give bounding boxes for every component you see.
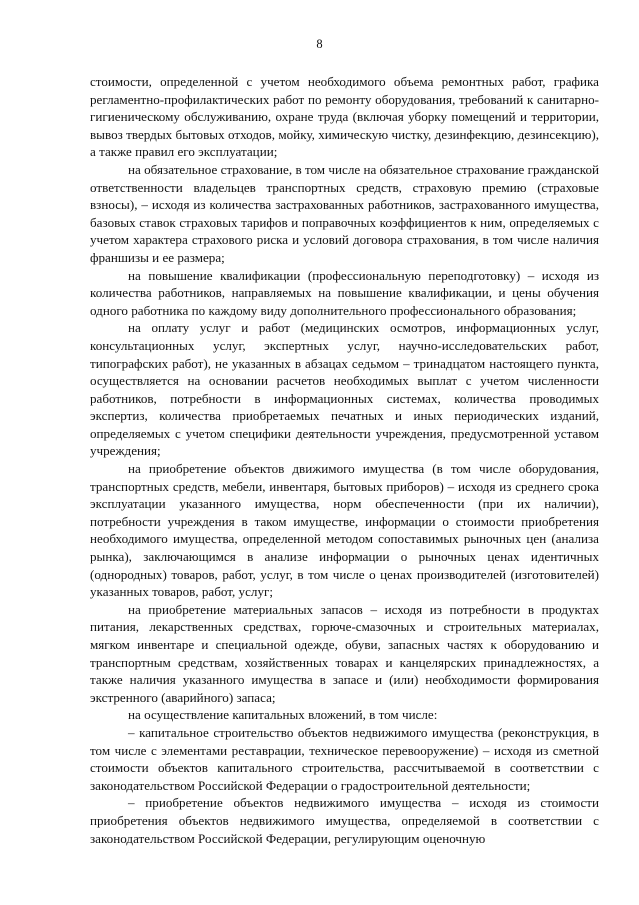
paragraph-capital-construction: – капитальное строительство объектов недвижимого имущества (реконструкция, в том числе с элементами реставрации, техническое перевооружение) – исходя из сметной стоимости объектов капитального строительства, рассчитываемой в соответствии с законодательством Российской Федерации о градостроительной деятельности; (90, 724, 599, 793)
paragraph-material-stocks: на приобретение материальных запасов – исходя из потребности в продуктах питания, лекарственных средствах, горюче-смазочных и строительных материалах, мягком инвентаре и специальной одежде, обуви, запасных частях к оборудованию и транспортным средствам, хозяйственных товарах и канцелярских принадлежностях, а также наличия указанного имущества в запасе и (или) необходимости формирования экстренного (аварийного) запаса; (90, 601, 599, 705)
paragraph-movable-property: на приобретение объектов движимого имущества (в том числе оборудования, транспортных средств, мебели, инвентаря, бытовых приборов) – исходя из среднего срока эксплуатации указанного имущества, норм обеспеченности (при их наличии), потребности учреждения в таком имуществе, информации о стоимости приобретения необходимого имущества, определенной методом сопоставимых рыночных цен (анализа рынка), заключающимся в анализе информации о рыночных ценах идентичных (однородных) товаров, работ, услуг, в том числе о ценах производителей (изготовителей) указанных товаров, работ, услуг; (90, 461, 599, 600)
paragraph-qualification: на повышение квалификации (профессиональную переподготовку) – исходя из количества работников, направляемых на повышение квалификации, и цены обучения одного работника по каждому виду дополнительного профессионального образования; (90, 267, 599, 318)
paragraph-services: на оплату услуг и работ (медицинских осмотров, информационных услуг, консультационных услуг, экспертных услуг, научно-исследовательских работ, типографских работ), не указанных в абзацах седьмом – тринадцатом настоящего пункта, осуществляется на основании расчетов необходимых выплат с учетом численности работников, потребности в информационных системах, количества проводимых экспертиз, количества приобретаемых печатных и иных периодических изданий, определяемых с учетом специфики деятельности учреждения, предусмотренной уставом учреждения; (90, 320, 599, 459)
paragraph-repair-cost: стоимости, определенной с учетом необходимого объема ремонтных работ, графика регламентно-профилактических работ по ремонту оборудования, требований к санитарно-гигиеническому обслуживанию, охране труда (включая уборку помещений и территории, вывоз твердых бытовых отходов, мойку, химическую чистку, дезинфекцию, дезинсекцию), а также правил его эксплуатации; (90, 74, 599, 160)
document-body (90, 73, 599, 847)
paragraph-capital-investments: на осуществление капитальных вложений, в том числе: (128, 707, 438, 723)
page-number: 8 (316, 37, 323, 51)
paragraph-insurance: на обязательное страхование, в том числе на обязательное страхование гражданской ответственности владельцев транспортных средств, страховую премию (страховые взносы), – исходя из количества застрахованных работников, застрахованного имущества, базовых ставок страховых тарифов и поправочных коэффициентов к ним, определяемых с учетом характера страхового риска и условий договора страхования, в том числе наличия франшизы и ее размера; (90, 161, 599, 265)
paragraph-real-estate-acquisition: – приобретение объектов недвижимого имущества – исходя из стоимости приобретения объектов недвижимого имущества, определяемой в соответствии с законодательством Российской Федерации, регулирующим оценочную (90, 795, 599, 846)
